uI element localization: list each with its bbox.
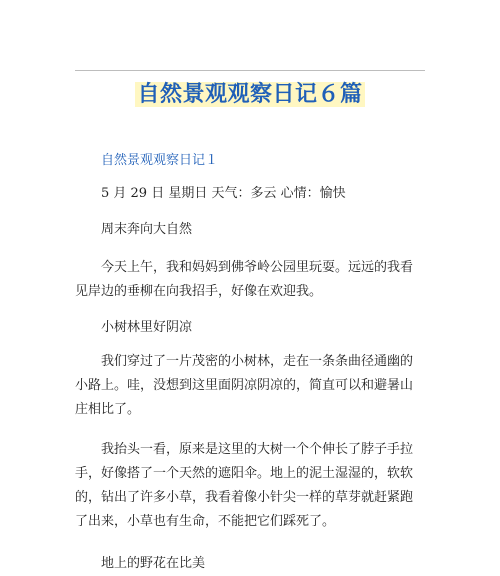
document-title-text: 自然景观观察日记６篇 xyxy=(137,82,363,107)
paragraph-body-3: 我抬头一看，原来是这里的大树一个个伸长了脖子手拉手，好像搭了一个天然的遮阳伞。地上的泥土湿湿的，软软的，钻出了许多小草，我看着像小针尖一样的草芽就赶紧跑了出来，小草也有生命，不能把它们踩死了。 xyxy=(75,442,414,529)
date-weather-line: 5 月 29 日 星期日 天气：多云 心情：愉快 xyxy=(101,186,346,201)
paragraph-body-2: 我们穿过了一片茂密的小树林，走在一条条曲径通幽的小路上。哇，没想到这里面阴凉阴凉的，简直可以和避暑山庄相比了。 xyxy=(75,354,414,417)
header-divider xyxy=(75,70,425,71)
document-title xyxy=(0,78,500,112)
paragraph-body-1: 今天上午，我和妈妈到佛爷岭公园里玩耍。远远的我看见岸边的垂柳在向我招手，好像在欢迎我。 xyxy=(75,260,414,299)
section-heading: 自然景观观察日记１ xyxy=(101,153,219,168)
paragraph-subtitle-1: 周末奔向大自然 xyxy=(101,222,193,237)
paragraph-subtitle-2: 小树林里好阴凉 xyxy=(101,320,193,335)
paragraph-subtitle-3: 地上的野花在比美 xyxy=(101,556,206,571)
